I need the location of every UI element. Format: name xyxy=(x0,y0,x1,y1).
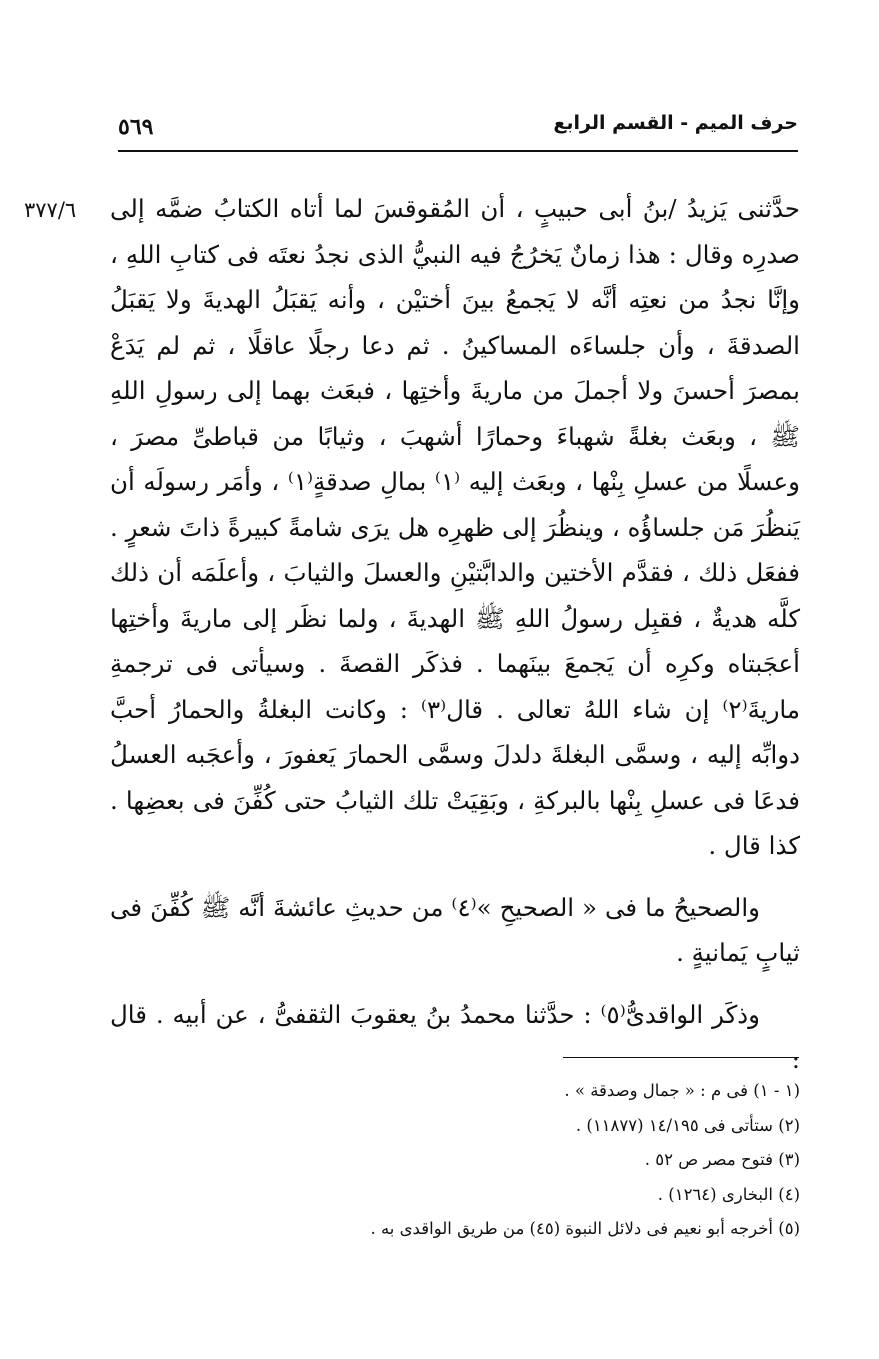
main-text xyxy=(110,186,800,1083)
paragraph-narration: حدَّثنى يَزيدُ /بنُ أبى حبيبٍ ، أن المُقوقسَ لما أتاه الكتابُ ضمَّه إلى صدرِه وقال : هذا زمانٌ يَخرُجُ فيه النبيُّ الذى نجدُ نعتَه فى كتابِ اللهِ ، وإنَّا نجدُ من نعتِه أنَّه لا يَجمعُ بينَ أختيْن ، وأنه يَقبَلُ الهديةَ ولا يَقبَلُ الصدقةَ ، وأن جلساءَه المساكينُ . ثم دعا رجلًا عاقلًا ، ثم لم يَدَعْ بمصرَ أحسنَ ولا أجملَ من ماريةَ وأختِها ، فبعَث بهما إلى رسولِ اللهِ ﷺ ، وبعَث بغلةً شهباءَ وحمارًا أشهبَ ، وثيابًا من قباطىِّ مصرَ ، وعسلًا من عسلِ بِنْها ، وبعَث إليه ⁽١⁾ بمالِ صدقةٍ⁽١⁾ ، وأمَر رسولَه أن يَنظُرَ مَن جلساؤُه ، وينظُرَ إلى ظهرِه هل يرَى شامةً كبيرةً ذاتَ شعرٍ . ففعَل ذلك ، فقدَّم الأختين والدابَّتيْنِ والعسلَ والثيابَ ، وأعلَمَه أن ذلك كلَّه هديةٌ ، فقبِل رسولُ اللهِ ﷺ الهديةَ ، ولما نظَر إلى ماريةَ وأختِها أعجَبتاه وكرِه أن يَجمعَ بينَهما . فذكَر القصةَ . وسيأتى فى ترجمةِ ماريةَ⁽٢⁾ إن شاء اللهُ تعالى . قال⁽٣⁾ : وكانت البغلةُ والحمارُ أحبَّ دوابِّه إليه ، وسمَّى البغلةَ دلدلَ وسمَّى الحمارَ يَعفورَ ، وأعجَبه العسلُ فدعَا فى عسلِ بِنْها بالبركةِ ، وبَقِيَتْ تلك الثيابُ حتى كُفِّنَ فى بعضِها . كذا قال . xyxy=(110,194,800,860)
footnote-1: (١ - ١) فى م : « جمال وصدقة » . xyxy=(564,1081,800,1100)
footnote-3: (٣) فتوح مصر ص ٥٢ . xyxy=(644,1150,800,1169)
page-number: ٥٦٩ xyxy=(118,114,154,140)
footnote-4: (٤) البخارى (١٢٦٤) . xyxy=(657,1184,800,1204)
footnotes xyxy=(260,1074,800,1247)
running-header xyxy=(118,112,798,148)
paragraph-waqidi: وذكَر الواقدىُّ⁽٥⁾ : حدَّثنا محمدُ بنُ يعقوبَ الثقفىُّ ، عن أبيه . قال : xyxy=(110,999,800,1074)
footnote-5: (٥) أخرجه أبو نعيم فى دلائل النبوة (٤٥) من طريق الواقدى به . xyxy=(370,1219,800,1238)
header-title: حرف الميم - القسم الرابع xyxy=(553,112,798,134)
footnote-2: (٢) ستأتى فى ١٤/١٩٥ (١١٨٧٧) . xyxy=(575,1115,800,1135)
header-divider xyxy=(118,150,798,152)
marginal-reference: ٣٧٧/٦ xyxy=(24,198,77,222)
paragraph-sahih: والصحيحُ ما فى « الصحيحِ »⁽٤⁾ من حديثِ عائشةَ أنَّه ﷺ كُفِّنَ فى ثيابٍ يَمانيةٍ . xyxy=(110,892,800,967)
footnote-divider xyxy=(563,1057,799,1058)
